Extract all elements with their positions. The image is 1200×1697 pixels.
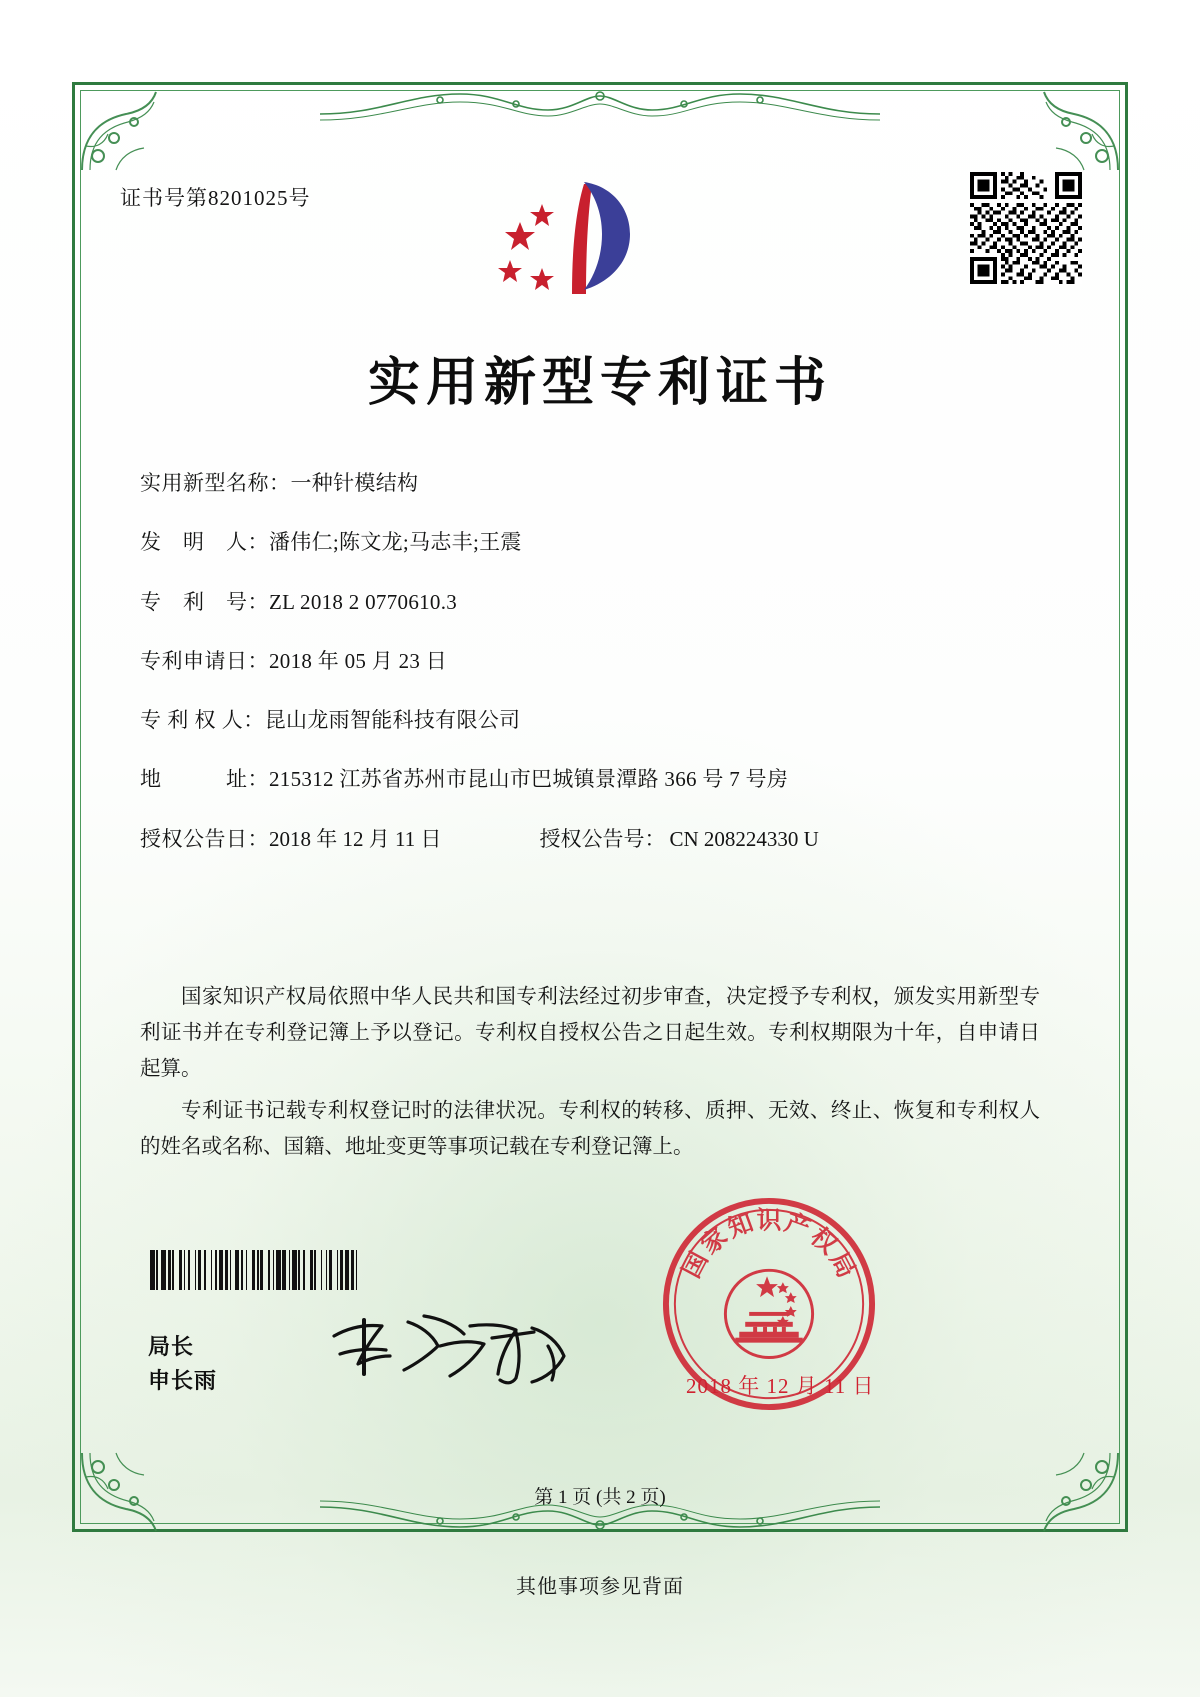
svg-text:权: 权 — [805, 1221, 843, 1260]
legal-paragraph-1: 国家知识产权局依照中华人民共和国专利法经过初步审查，决定授予专利权，颁发实用新型专利证书并在专利登记簿上予以登记。专利权自授权公告之日起生效。专利权期限为十年，自申请日起算。 — [140, 986, 1040, 1080]
field-row-utility-model-name — [140, 470, 1040, 497]
svg-text:国: 国 — [676, 1246, 714, 1283]
seal-date: 2018 年 12 月 11 日 — [686, 1374, 875, 1398]
page-title: 实用新型专利证书 — [367, 352, 832, 413]
svg-text:知: 知 — [723, 1207, 757, 1244]
svg-text:局: 局 — [824, 1246, 862, 1283]
grant-number-label: 授权公告号： — [539, 826, 666, 851]
field-label: 专利申请日： — [140, 648, 269, 673]
grant-number-value: CN 208224330 U — [669, 826, 819, 851]
field-label: 专 利 号： — [140, 589, 269, 614]
svg-text:识: 识 — [756, 1205, 782, 1235]
legal-text — [140, 980, 1040, 1171]
director-signature-icon — [320, 1302, 580, 1394]
director-name-label: 申长雨 — [148, 1368, 218, 1394]
footer-note: 其他事项参见背面 — [516, 1576, 684, 1598]
field-label: 专 利 权 人： — [140, 708, 265, 733]
director-role-label: 局长 — [148, 1334, 195, 1359]
field-list — [140, 470, 1040, 885]
field-label: 发 明 人： — [140, 530, 269, 555]
field-row-patentee — [140, 707, 1040, 734]
signature-block — [148, 1330, 217, 1398]
certificate-number: 证书号第8201025号 — [120, 186, 311, 210]
field-value: 潘伟仁;陈文龙;马志丰;王震 — [269, 530, 522, 555]
page-number: 第 1 页 (共 2 页) — [534, 1487, 666, 1508]
field-row-patent-number — [140, 589, 1040, 616]
field-label: 地 址： — [140, 767, 269, 792]
grant-date-value: 2018 年 12 月 11 日 — [269, 826, 442, 851]
field-row-grant-announcement — [140, 826, 1040, 853]
field-value: 一种针模结构 — [290, 471, 419, 495]
barcode — [150, 1250, 428, 1290]
qr-code — [970, 172, 1082, 284]
field-row-inventors — [140, 529, 1040, 556]
svg-text:产: 产 — [781, 1207, 815, 1244]
field-row-address — [140, 766, 1040, 793]
legal-paragraph-2: 专利证书记载专利权登记时的法律状况。专利权的转移、质押、无效、终止、恢复和专利权人的姓名或名称、国籍、地址变更等事项记载在专利登记簿上。 — [140, 1099, 1040, 1158]
svg-text:家: 家 — [695, 1221, 733, 1260]
grant-date-label: 授权公告日： — [140, 826, 269, 851]
field-value: 2018 年 05 月 23 日 — [269, 648, 448, 673]
cnipa-logo-icon — [480, 168, 660, 308]
field-row-application-date — [140, 648, 1040, 675]
field-value: 215312 江苏省苏州市昆山市巴城镇景潭路 366 号 7 号房 — [269, 767, 789, 792]
field-value: ZL 2018 2 0770610.3 — [269, 589, 458, 614]
field-value: 昆山龙雨智能科技有限公司 — [264, 708, 521, 733]
field-label: 实用新型名称： — [140, 471, 291, 495]
